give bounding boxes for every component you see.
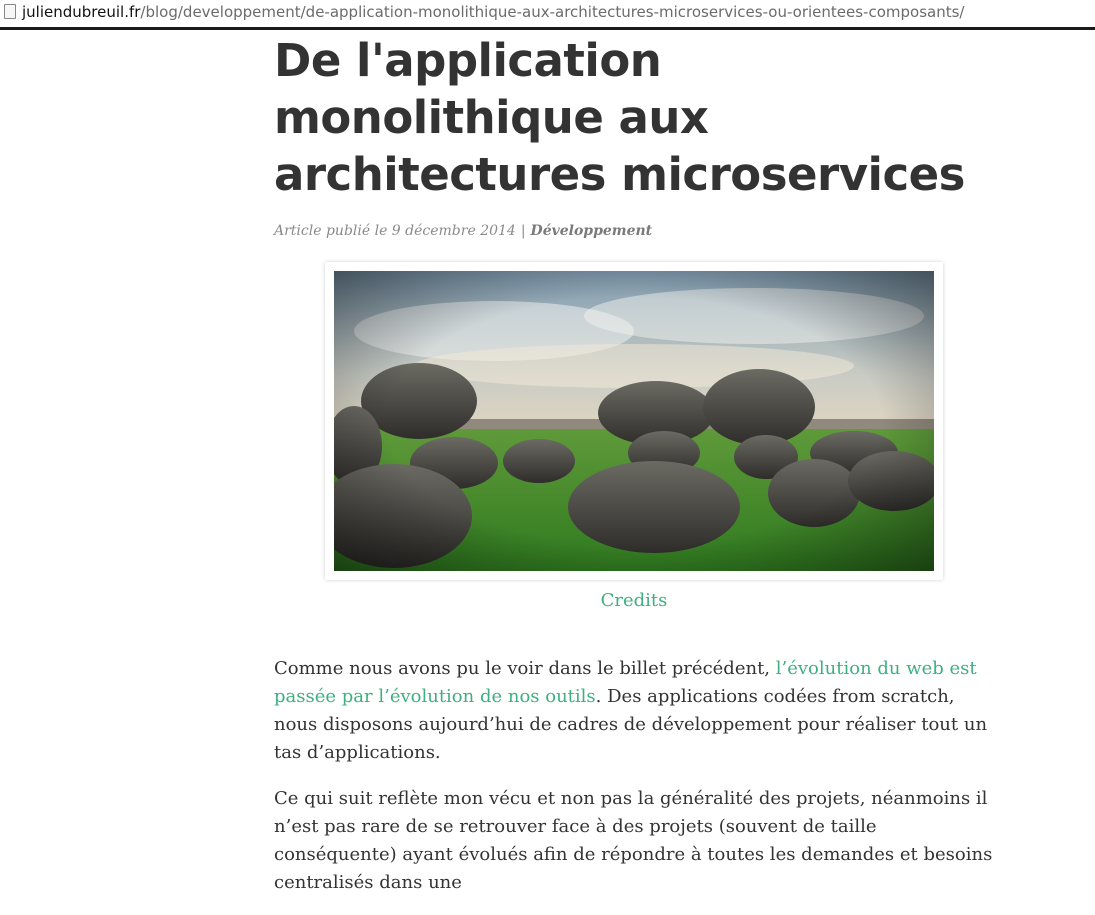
paragraph-2: Ce qui suit reflète mon vécu et non pas la généralité des projets, néanmoins il n’est pas rare de se retrouver face à des projets (souvent de taille conséquente) ayant évolués afin de répondre à toutes les demandes et besoins centralisés dans une <box>274 788 993 893</box>
address-bar[interactable] <box>0 0 1095 30</box>
page-icon <box>4 4 16 19</box>
article-body <box>274 655 999 915</box>
image-credits-link[interactable]: Credits <box>600 590 668 611</box>
publish-date: Article publié le 9 décembre 2014 <box>274 223 516 239</box>
article-header <box>274 32 999 239</box>
standing-stones-photo <box>334 271 934 571</box>
previous-post-link[interactable]: l’évolution du web est passée par l’évolution de nos outils <box>274 658 977 707</box>
url-path: /blog/developpement/de-application-monolithique-aux-architectures-microservices-ou-orientees-composants/ <box>140 3 965 21</box>
url-host: juliendubreuil.fr <box>22 3 141 21</box>
category-link[interactable]: Développement <box>530 223 653 239</box>
article-figure <box>325 262 943 580</box>
article-title: De l'application monolithique aux architectures microservices <box>274 34 965 201</box>
meta-separator: | <box>520 223 526 239</box>
article-meta <box>274 223 999 239</box>
paragraph-1: Comme nous avons pu le voir dans le billet précédent, l’évolution du web est passée par l’évolution de nos outils. Des applications codées from scratch, nous disposons aujourd’hui de cadres de développement pour réaliser tout un tas d’applications. <box>274 658 988 763</box>
